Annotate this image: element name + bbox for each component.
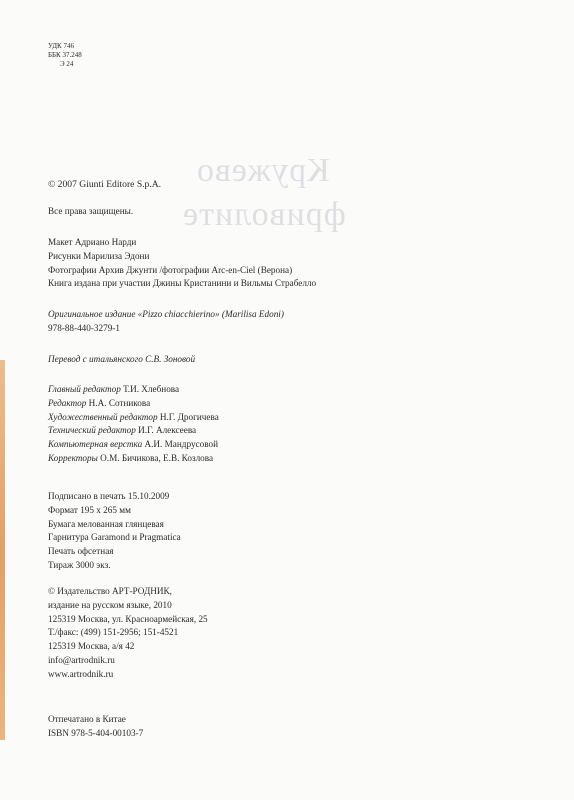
translation-block xyxy=(48,353,195,367)
staff-row xyxy=(48,438,219,452)
printed-in: Отпечатано в Китае xyxy=(48,714,126,724)
staff-name: А.И. Мандрусовой xyxy=(144,439,218,450)
publisher-copyright: © Издательство АРТ-РОДНИК, xyxy=(48,586,172,596)
staff-row xyxy=(48,383,219,397)
adjacent-page-edge xyxy=(0,360,5,740)
publisher-website: www.artrodnik.ru xyxy=(48,668,114,679)
print-details-block xyxy=(48,490,181,573)
staff-name: Т.И. Хлебнова xyxy=(123,384,180,394)
staff-row xyxy=(48,397,219,411)
print-format: Формат 195 х 265 мм xyxy=(48,504,131,515)
original-isbn: 978-88-440-3279-1 xyxy=(48,322,120,333)
print-signed-date: Подписано в печать 15.10.2009 xyxy=(48,491,170,501)
staff-block xyxy=(48,383,219,466)
credit-layout: Макет Адриано Нарди xyxy=(48,237,137,247)
staff-name: О.М. Бичикова, Е.В. Козлова xyxy=(100,452,214,463)
isbn: ISBN 978-5-404-00103-7 xyxy=(48,727,144,738)
rights-text: Все права защищены. xyxy=(48,206,134,216)
publisher-edition: издание на русском языке, 2010 xyxy=(48,599,172,610)
publisher-email: info@artrodnik.ru xyxy=(48,654,115,665)
staff-role: Компьютерная верстка xyxy=(48,439,143,450)
publisher-address: 125319 Москва, ул. Красноармейская, 25 xyxy=(48,613,208,624)
original-title: Оригинальное издание «Pizzo chiacchierino» (Marilisa Edoni) xyxy=(48,309,284,319)
staff-name: Н.Г. Дрогичева xyxy=(159,411,219,422)
publisher-block xyxy=(48,585,208,682)
publisher-po-box: 125319 Москва, а/я 42 xyxy=(48,641,135,652)
print-run: Тираж 3000 экз. xyxy=(48,559,111,570)
staff-role: Технический редактор xyxy=(48,425,136,436)
credits-block xyxy=(48,236,316,291)
staff-name: И.Г. Алексеева xyxy=(138,425,197,436)
publisher-phone: Т./факс: (499) 151-2956; 151-4521 xyxy=(48,627,179,638)
copyright-line xyxy=(48,178,161,192)
staff-role: Художественный редактор xyxy=(48,411,158,422)
credit-photos: Фотографии Архив Джунти /фотографии Arc-en-Ciel (Верона) xyxy=(48,264,293,275)
credit-drawings: Рисунки Марилиза Эдони xyxy=(48,250,150,261)
copyright-text: © 2007 Giunti Editore S.p.A. xyxy=(48,179,162,190)
print-method: Печать офсетная xyxy=(48,546,114,557)
translation-text: Перевод с итальянского С.В. Зоновой xyxy=(48,354,196,364)
original-edition-block xyxy=(48,308,284,336)
staff-role: Главный редактор xyxy=(48,384,121,394)
credit-participation: Книга издана при участии Джины Кристанини и Вильмы Страбелло xyxy=(48,278,317,289)
origin-block xyxy=(48,713,143,741)
author-mark: Э 24 xyxy=(60,60,74,69)
staff-row xyxy=(48,411,219,425)
print-paper: Бумага мелованная глянцевая xyxy=(48,518,164,529)
classification-block xyxy=(48,42,82,69)
staff-row xyxy=(48,424,219,438)
bbk-code: ББК 37.248 xyxy=(48,51,82,60)
staff-role: Корректоры xyxy=(48,452,98,463)
bleed-through-title-line-2: фриволите xyxy=(182,196,346,233)
rights-line xyxy=(48,205,133,219)
staff-row xyxy=(48,452,219,466)
print-typeface: Гарнитура Garamond и Pragmatica xyxy=(48,532,181,543)
staff-name: Н.А. Сотникова xyxy=(88,397,151,408)
staff-role: Редактор xyxy=(48,397,87,408)
bleed-through-title-line-1: Кружево xyxy=(196,152,330,189)
udk-code: УДК 746 xyxy=(48,42,74,50)
